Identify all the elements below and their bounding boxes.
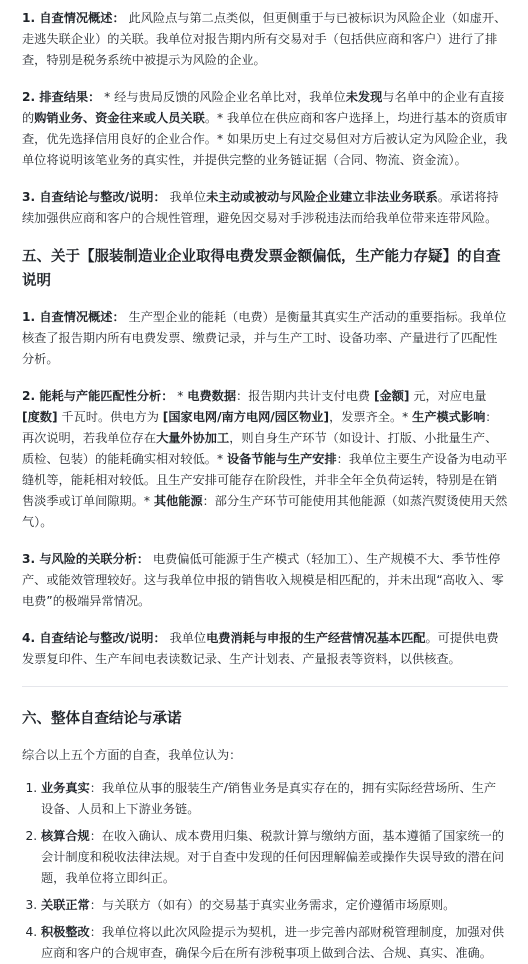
section4-conclusion: 3. 自查结论与整改/说明： 我单位未主动或被动与风险企业建立非法业务联系。承诺将持续加强供应商和客户的合规性管理，避免因交易对手涉税违法而给我单位带来连带风险。: [22, 190, 499, 225]
list-item: 4. 积极整改：我单位将以此次风险提示为契机，进一步完善内部财税管理制度，加强对供应商和客户的合规审查，确保今后在所有涉税事项上做到合法、合规、真实、准确。: [41, 922, 508, 964]
list-item: 2. 核算合规：在收入确认、成本费用归集、税款计算与缴纳方面，基本遵循了国家统一的会计制度和税收法律法规。对于自查中发现的任何因理解偏差或操作失误导致的潜在问题，我单位将立即纠正。: [41, 826, 508, 889]
conclusion-list: [22, 778, 508, 964]
section5-conclusion: 4. 自查结论与整改/说明： 我单位电费消耗与申报的生产经营情况基本匹配。可提供电费发票复印件、生产车间电表读数记录、生产计划表、产量报表等资料，以供核查。: [22, 631, 499, 666]
section5-overview: 1. 自查情况概述： 生产型企业的能耗（电费）是衡量其真实生产活动的重要指标。我单位核查了报告期内所有电费发票、缴费记录，并与生产工时、设备功率、产量进行了匹配性分析。: [22, 310, 507, 366]
section4-overview: 1. 自查情况概述： 此风险点与第二点类似，但更侧重于与已被标识为风险企业（如虚开、走逃失联企业）的关联。我单位对报告期内所有交易对手（包括供应商和客户）进行了排查，特别是税务系统中被提示为风险的企业。: [22, 11, 507, 67]
section-divider: [22, 686, 508, 687]
section5-analysis: 2. 能耗与产能匹配性分析： * 电费数据：报告期内共计支付电费 [金额] 元，对应电量 [度数] 千瓦时。供电方为 [国家电网/南方电网/园区物业]，发票齐全。* 生产模式影响：再次说明，若我单位存在大量外协加工，则自身生产环节（如设计、打版、小批量生产、质检、包装）的能耗确实相对较低。* 设备节能与生产安排：我单位主要生产设备为电动平缝机等，能耗相对较低。且生产安排可能存在阶段性，并非全年全负荷运转，特别是在销售淡季或订单间隙期。* 其他能源：部分生产环节可能使用其他能源（如蒸汽熨烫使用天然气）。: [22, 389, 508, 529]
section4-result: 2. 排查结果： * 经与贵局反馈的风险企业名单比对，我单位未发现与名单中的企业有直接的购销业务、资金往来或人员关联。* 我单位在供应商和客户选择上，均进行基本的资质审查，优先选择信用良好的企业合作。* 如果历史上有过交易但对方后被认定为风险企业，我单位将说明该笔业务的真实性，并提供完整的业务链证据（合同、物流、资金流）。: [22, 90, 508, 167]
list-item: 3. 关联正常：与关联方（如有）的交易基于真实业务需求，定价遵循市场原则。: [41, 895, 508, 916]
section6-intro: 综合以上五个方面的自查，我单位认为：: [22, 748, 242, 762]
section5-risk-relation: 3. 与风险的关联分析： 电费偏低可能源于生产模式（轻加工）、生产规模不大、季节性停产、或能效管理较好。这与我单位申报的销售收入规模是相匹配的，并未出现“高收入、零电费”的极端异常情况。: [22, 552, 504, 608]
section6-heading: 六、整体自查结论与承诺: [22, 711, 182, 727]
list-item: 1. 业务真实：我单位从事的服装生产/销售业务是真实存在的，拥有实际经营场所、生产设备、人员和上下游业务链。: [41, 778, 508, 820]
section5-heading: 五、关于【服装制造业企业取得电费发票金额偏低，生产能力存疑】的自查说明: [22, 249, 501, 289]
